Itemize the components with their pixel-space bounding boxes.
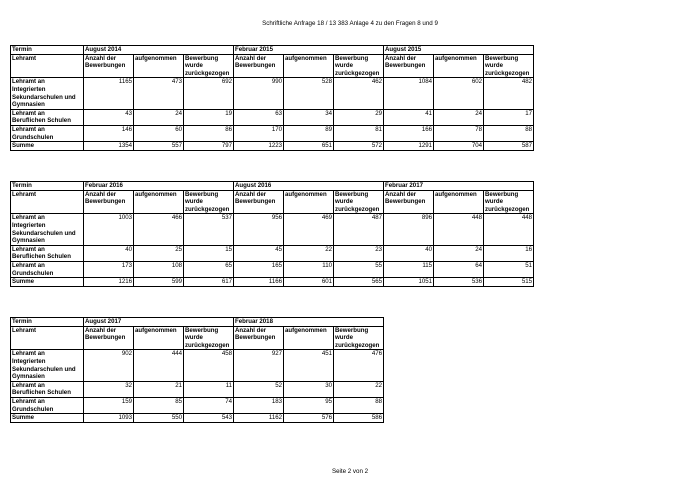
col-header-aufgenommen: aufgenommen <box>284 190 334 214</box>
value-cell: 462 <box>334 78 384 110</box>
value-cell: 88 <box>484 126 534 142</box>
value-cell: 29 <box>334 109 384 125</box>
table-row <box>11 78 534 110</box>
col-header-aufgenommen: aufgenommen <box>134 54 184 78</box>
row-label: Summe <box>11 414 84 423</box>
value-cell: 1223 <box>234 142 284 151</box>
row-label <box>11 126 84 142</box>
row-label-line: Lehramt an <box>12 398 45 406</box>
row-label-line: Grundschulen <box>12 405 54 413</box>
subheader-row <box>11 326 384 350</box>
period-name: Februar 2015 <box>234 46 384 55</box>
period-name: August 2015 <box>384 46 534 55</box>
col-header-bewerbungen-line: Bewerbungen <box>85 198 126 206</box>
value-cell: 927 <box>234 350 284 382</box>
col-header-bewerbungen-line: Anzahl der <box>85 326 117 334</box>
col-header-bewerbungen <box>234 190 284 214</box>
row-label <box>11 398 84 414</box>
value-cell: 16 <box>484 245 534 261</box>
lehramt-label: Lehramt <box>11 326 84 350</box>
col-header-bewerbungen-line: Anzahl der <box>85 190 117 198</box>
value-cell: 482 <box>484 78 534 110</box>
value-cell: 60 <box>134 126 184 142</box>
col-header-zurueckgezogen-line: zurückgezogen <box>185 69 230 77</box>
value-cell: 586 <box>334 414 384 423</box>
col-header-zurueckgezogen <box>184 54 234 78</box>
value-cell: 990 <box>234 78 284 110</box>
value-cell: 537 <box>184 214 234 246</box>
col-header-zurueckgezogen-line: zurückgezogen <box>185 341 230 349</box>
row-label-line: Grundschulen <box>12 133 54 141</box>
value-cell: 1084 <box>384 78 434 110</box>
value-cell: 86 <box>184 126 234 142</box>
value-cell: 32 <box>84 381 134 397</box>
value-cell: 55 <box>334 262 384 278</box>
col-header-bewerbungen-line: Anzahl der <box>235 54 267 62</box>
col-header-bewerbungen-line: Bewerbungen <box>235 62 276 70</box>
period-name: August 2016 <box>234 182 384 191</box>
value-cell: 45 <box>234 245 284 261</box>
subheader-row <box>11 190 534 214</box>
value-cell: 543 <box>184 414 234 423</box>
data-table-2 <box>10 181 534 287</box>
value-cell: 896 <box>384 214 434 246</box>
row-label-line: Lehramt an <box>12 78 45 86</box>
data-table-1 <box>10 45 534 151</box>
termin-label: Termin <box>11 46 84 55</box>
value-cell: 550 <box>134 414 184 423</box>
value-cell: 448 <box>434 214 484 246</box>
value-cell: 24 <box>434 245 484 261</box>
page-footer: Seite 2 von 2 <box>331 468 369 475</box>
value-cell: 43 <box>84 109 134 125</box>
value-cell: 576 <box>284 414 334 423</box>
value-cell: 40 <box>384 245 434 261</box>
value-cell: 473 <box>134 78 184 110</box>
col-header-zurueckgezogen-line: wurde <box>485 62 503 70</box>
summe-row <box>11 278 534 287</box>
col-header-zurueckgezogen-line: zurückgezogen <box>485 205 530 213</box>
value-cell: 23 <box>334 245 384 261</box>
termin-label: Termin <box>11 182 84 191</box>
value-cell: 165 <box>234 262 284 278</box>
value-cell: 515 <box>484 278 534 287</box>
col-header-bewerbungen <box>384 54 434 78</box>
col-header-bewerbungen <box>84 190 134 214</box>
table-row <box>11 398 384 414</box>
value-cell: 159 <box>84 398 134 414</box>
col-header-zurueckgezogen-line: wurde <box>185 334 203 342</box>
col-header-aufgenommen: aufgenommen <box>284 54 334 78</box>
col-header-zurueckgezogen <box>184 326 234 350</box>
col-header-zurueckgezogen <box>334 54 384 78</box>
period-name: Februar 2018 <box>234 318 384 327</box>
value-cell: 451 <box>284 350 334 382</box>
row-label <box>11 245 84 261</box>
value-cell: 602 <box>434 78 484 110</box>
row-label-line: Beruflichen Schulen <box>12 253 71 261</box>
value-cell: 64 <box>434 262 484 278</box>
row-label-line: Lehramt an <box>12 381 45 389</box>
value-cell: 81 <box>334 126 384 142</box>
value-cell: 572 <box>334 142 384 151</box>
value-cell: 1216 <box>84 278 134 287</box>
table-row <box>11 126 534 142</box>
value-cell: 166 <box>384 126 434 142</box>
col-header-aufgenommen: aufgenommen <box>284 326 334 350</box>
col-header-zurueckgezogen <box>184 190 234 214</box>
value-cell: 78 <box>434 126 484 142</box>
header-row <box>11 46 534 55</box>
col-header-zurueckgezogen-line: zurückgezogen <box>485 69 530 77</box>
lehramt-label: Lehramt <box>11 190 84 214</box>
row-label-line: Gymnasien <box>12 237 45 245</box>
col-header-zurueckgezogen <box>334 190 384 214</box>
col-header-zurueckgezogen-line: Bewerbung <box>335 54 369 62</box>
col-header-bewerbungen-line: Bewerbungen <box>235 334 276 342</box>
col-header-bewerbungen-line: Anzahl der <box>235 190 267 198</box>
row-label <box>11 214 84 246</box>
row-label-line: Lehramt an <box>12 245 45 253</box>
period-name: Februar 2016 <box>84 182 234 191</box>
row-label-line: Grundschulen <box>12 269 54 277</box>
col-header-bewerbungen-line: Bewerbungen <box>235 198 276 206</box>
value-cell: 1051 <box>384 278 434 287</box>
value-cell: 34 <box>284 109 334 125</box>
value-cell: 183 <box>234 398 284 414</box>
value-cell: 565 <box>334 278 384 287</box>
value-cell: 21 <box>134 381 184 397</box>
value-cell: 466 <box>134 214 184 246</box>
value-cell: 22 <box>334 381 384 397</box>
col-header-zurueckgezogen-line: wurde <box>335 334 353 342</box>
value-cell: 51 <box>484 262 534 278</box>
value-cell: 469 <box>284 214 334 246</box>
col-header-aufgenommen: aufgenommen <box>434 54 484 78</box>
col-header-zurueckgezogen-line: Bewerbung <box>185 326 219 334</box>
col-header-zurueckgezogen <box>484 190 534 214</box>
data-table-3 <box>10 317 384 423</box>
col-header-zurueckgezogen-line: Bewerbung <box>335 326 369 334</box>
row-label <box>11 109 84 125</box>
lehramt-label: Lehramt <box>11 54 84 78</box>
col-header-zurueckgezogen-line: wurde <box>335 198 353 206</box>
row-label-line: Lehramt an <box>12 350 45 358</box>
table-row <box>11 381 384 397</box>
row-label <box>11 78 84 110</box>
period-name: August 2014 <box>84 46 234 55</box>
value-cell: 587 <box>484 142 534 151</box>
col-header-zurueckgezogen-line: zurückgezogen <box>335 69 380 77</box>
col-header-bewerbungen-line: Anzahl der <box>235 326 267 334</box>
col-header-bewerbungen <box>384 190 434 214</box>
col-header-bewerbungen-line: Anzahl der <box>85 54 117 62</box>
col-header-aufgenommen: aufgenommen <box>134 326 184 350</box>
value-cell: 1162 <box>234 414 284 423</box>
summe-row <box>11 414 384 423</box>
row-label-line: Lehramt an <box>12 109 45 117</box>
col-header-zurueckgezogen-line: Bewerbung <box>185 54 219 62</box>
value-cell: 108 <box>134 262 184 278</box>
value-cell: 956 <box>234 214 284 246</box>
row-label-line: Beruflichen Schulen <box>12 389 71 397</box>
col-header-zurueckgezogen-line: Bewerbung <box>485 190 519 198</box>
col-header-bewerbungen-line: Bewerbungen <box>85 62 126 70</box>
row-label <box>11 262 84 278</box>
row-label-line: Gymnasien <box>12 101 45 109</box>
value-cell: 444 <box>134 350 184 382</box>
table-row <box>11 262 534 278</box>
value-cell: 651 <box>284 142 334 151</box>
row-label-line: Sekundarschulen und <box>12 365 76 373</box>
value-cell: 536 <box>434 278 484 287</box>
value-cell: 1165 <box>84 78 134 110</box>
col-header-aufgenommen: aufgenommen <box>434 190 484 214</box>
table-row <box>11 245 534 261</box>
row-label: Summe <box>11 142 84 151</box>
value-cell: 1093 <box>84 414 134 423</box>
col-header-bewerbungen <box>234 326 284 350</box>
value-cell: 601 <box>284 278 334 287</box>
col-header-bewerbungen-line: Bewerbungen <box>385 198 426 206</box>
value-cell: 692 <box>184 78 234 110</box>
value-cell: 74 <box>184 398 234 414</box>
value-cell: 15 <box>184 245 234 261</box>
value-cell: 41 <box>384 109 434 125</box>
row-label-line: Gymnasien <box>12 373 45 381</box>
row-label-line: Integrierten <box>12 357 46 365</box>
value-cell: 557 <box>134 142 184 151</box>
col-header-zurueckgezogen-line: Bewerbung <box>335 190 369 198</box>
value-cell: 88 <box>334 398 384 414</box>
table-row <box>11 350 384 382</box>
value-cell: 797 <box>184 142 234 151</box>
value-cell: 11 <box>184 381 234 397</box>
subheader-row <box>11 54 534 78</box>
value-cell: 115 <box>384 262 434 278</box>
row-label <box>11 381 84 397</box>
row-label-line: Beruflichen Schulen <box>12 117 71 125</box>
col-header-bewerbungen <box>234 54 284 78</box>
value-cell: 902 <box>84 350 134 382</box>
row-label-line: Integrierten <box>12 85 46 93</box>
row-label: Summe <box>11 278 84 287</box>
row-label-line: Sekundarschulen und <box>12 229 76 237</box>
col-header-zurueckgezogen-line: wurde <box>485 198 503 206</box>
termin-label: Termin <box>11 318 84 327</box>
col-header-zurueckgezogen <box>484 54 534 78</box>
row-label-line: Lehramt an <box>12 126 45 134</box>
row-label-line: Integrierten <box>12 221 46 229</box>
value-cell: 63 <box>234 109 284 125</box>
value-cell: 22 <box>284 245 334 261</box>
value-cell: 17 <box>484 109 534 125</box>
period-name: August 2017 <box>84 318 234 327</box>
col-header-zurueckgezogen-line: zurückgezogen <box>335 205 380 213</box>
value-cell: 1354 <box>84 142 134 151</box>
header-row <box>11 318 384 327</box>
value-cell: 85 <box>134 398 184 414</box>
value-cell: 25 <box>134 245 184 261</box>
value-cell: 110 <box>284 262 334 278</box>
summe-row <box>11 142 534 151</box>
value-cell: 24 <box>434 109 484 125</box>
col-header-zurueckgezogen <box>334 326 384 350</box>
row-label-line: Lehramt an <box>12 214 45 222</box>
value-cell: 146 <box>84 126 134 142</box>
value-cell: 30 <box>284 381 334 397</box>
col-header-bewerbungen <box>84 326 134 350</box>
col-header-zurueckgezogen-line: Bewerbung <box>185 190 219 198</box>
col-header-zurueckgezogen-line: Bewerbung <box>485 54 519 62</box>
col-header-aufgenommen: aufgenommen <box>134 190 184 214</box>
value-cell: 95 <box>284 398 334 414</box>
page-header: Schriftliche Anfrage 18 / 13 383 Anlage 4 zu den Fragen 8 und 9 <box>262 20 438 27</box>
value-cell: 40 <box>84 245 134 261</box>
col-header-zurueckgezogen-line: wurde <box>185 62 203 70</box>
header-row <box>11 182 534 191</box>
col-header-zurueckgezogen-line: wurde <box>185 198 203 206</box>
col-header-bewerbungen-line: Anzahl der <box>385 190 417 198</box>
value-cell: 1166 <box>234 278 284 287</box>
value-cell: 617 <box>184 278 234 287</box>
value-cell: 24 <box>134 109 184 125</box>
value-cell: 458 <box>184 350 234 382</box>
value-cell: 704 <box>434 142 484 151</box>
period-name: Februar 2017 <box>384 182 534 191</box>
row-label-line: Sekundarschulen und <box>12 93 76 101</box>
value-cell: 528 <box>284 78 334 110</box>
row-label-line: Lehramt an <box>12 262 45 270</box>
table-row <box>11 214 534 246</box>
col-header-bewerbungen-line: Bewerbungen <box>85 334 126 342</box>
value-cell: 1003 <box>84 214 134 246</box>
row-label <box>11 350 84 382</box>
col-header-bewerbungen-line: Anzahl der <box>385 54 417 62</box>
col-header-zurueckgezogen-line: wurde <box>335 62 353 70</box>
value-cell: 170 <box>234 126 284 142</box>
value-cell: 173 <box>84 262 134 278</box>
value-cell: 487 <box>334 214 384 246</box>
value-cell: 476 <box>334 350 384 382</box>
value-cell: 1291 <box>384 142 434 151</box>
table-row <box>11 109 534 125</box>
value-cell: 448 <box>484 214 534 246</box>
value-cell: 599 <box>134 278 184 287</box>
value-cell: 89 <box>284 126 334 142</box>
col-header-zurueckgezogen-line: zurückgezogen <box>185 205 230 213</box>
col-header-bewerbungen-line: Bewerbungen <box>385 62 426 70</box>
col-header-zurueckgezogen-line: zurückgezogen <box>335 341 380 349</box>
col-header-bewerbungen <box>84 54 134 78</box>
value-cell: 65 <box>184 262 234 278</box>
value-cell: 19 <box>184 109 234 125</box>
value-cell: 52 <box>234 381 284 397</box>
